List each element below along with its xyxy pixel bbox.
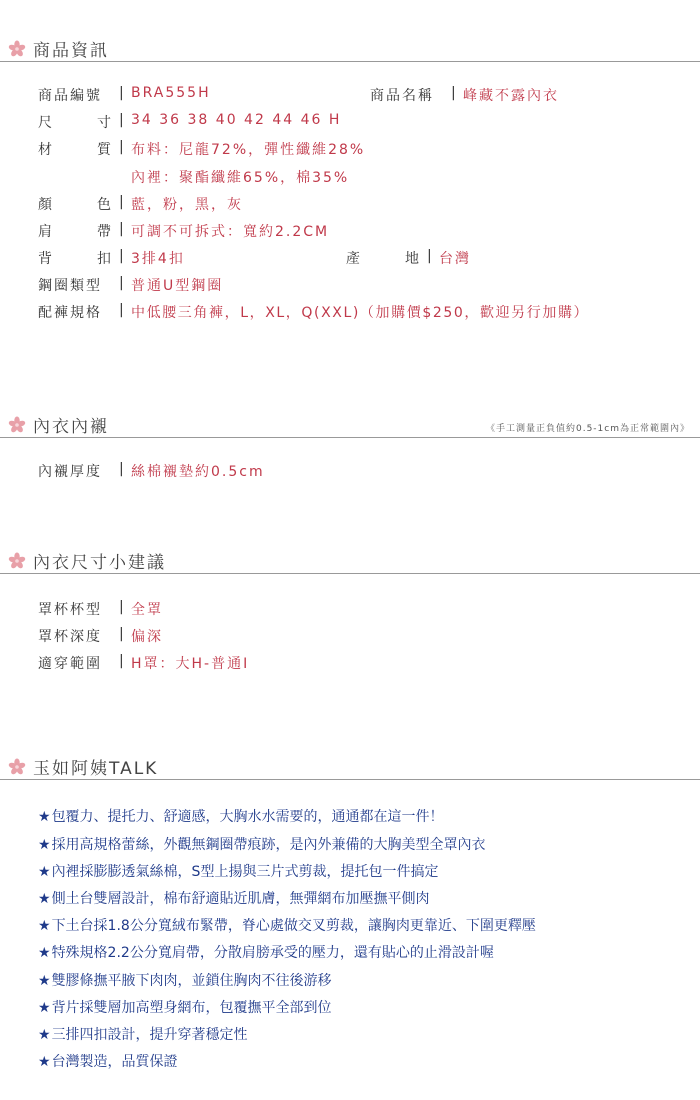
- cup-type-label: 罩杯杯型: [38, 602, 102, 618]
- section-divider: [0, 779, 700, 780]
- star-icon: ★: [38, 1054, 51, 1070]
- strap-value: 可調不可拆式：寬約2.2CM: [131, 224, 330, 240]
- separator: |: [119, 653, 126, 669]
- panty-value: 中低腰三角褲，L，XL，Q(XXL)（加購價$250，歡迎另行加購）: [131, 305, 590, 321]
- panty-label: 配褲規格: [38, 305, 102, 321]
- section-title: 內衣內襯: [33, 417, 109, 437]
- talk-item: [38, 1024, 248, 1044]
- separator: |: [119, 626, 126, 642]
- talk-text: 包覆力、提托力、舒適感，大胸水水需要的，通通都在這一件！: [51, 809, 444, 825]
- talk-text: 下土台採1.8公分寬絨布緊帶，脊心處做交叉剪裁，讓胸肉更靠近、下圍更釋壓: [51, 918, 536, 934]
- star-icon: ★: [38, 973, 51, 989]
- section-header-product-info: [0, 33, 700, 63]
- talk-text: 特殊規格2.2公分寬肩帶，分散肩膀承受的壓力，還有貼心的止滑設計喔: [51, 945, 494, 961]
- talk-text: 內裡採膨膨透氣絲棉，S型上揚與三片式剪裁，提托包一件搞定: [51, 864, 439, 880]
- fit-value: H罩：大H-普通I: [131, 656, 250, 672]
- talk-text: 三排四扣設計，提升穿著穩定性: [51, 1027, 248, 1043]
- cup-type-value: 全罩: [131, 602, 163, 618]
- separator: |: [427, 248, 434, 264]
- separator: |: [119, 221, 126, 237]
- section-divider: [0, 61, 700, 62]
- color-value: 藍，粉，黑，灰: [131, 197, 243, 213]
- separator: |: [119, 112, 126, 128]
- talk-text: 雙膠條撫平腋下肉肉，並鎖住胸肉不往後游移: [51, 973, 332, 989]
- separator: |: [119, 599, 126, 615]
- talk-item: [38, 806, 444, 826]
- thickness-label: 內襯厚度: [38, 464, 102, 480]
- section-header-talk: [0, 751, 700, 781]
- separator: |: [119, 85, 126, 101]
- star-icon: ★: [38, 837, 51, 853]
- separator: |: [119, 139, 126, 155]
- separator: |: [451, 85, 458, 101]
- separator: |: [119, 275, 126, 291]
- name-label: 商品名稱: [370, 88, 434, 104]
- talk-text: 背片採雙層加高塑身網布，包覆撫平全部到位: [51, 1000, 332, 1016]
- fit-label: 適穿範圍: [38, 656, 102, 672]
- talk-item: [38, 1051, 178, 1071]
- material-label: 材 質: [38, 142, 111, 158]
- section-header-size-advice: [0, 545, 700, 575]
- code-label: 商品編號: [38, 88, 102, 104]
- cup-depth-value: 偏深: [131, 629, 163, 645]
- strap-label: 肩 帶: [38, 224, 111, 240]
- star-icon: ★: [38, 918, 51, 934]
- star-icon: ★: [38, 1027, 51, 1043]
- origin-label: 產 地: [346, 251, 419, 267]
- measurement-note: 《手工測量正負值約0.5-1cm為正常範圍內》: [485, 424, 690, 434]
- section-header-lining: [0, 409, 700, 439]
- code-value: BRA555H: [131, 85, 211, 101]
- wire-value: 普通U型鋼圈: [131, 278, 224, 294]
- size-label: 尺 寸: [38, 115, 111, 131]
- talk-item: [38, 942, 494, 962]
- separator: |: [119, 302, 126, 318]
- talk-text: 台灣製造，品質保證: [51, 1054, 178, 1070]
- talk-item: [38, 997, 332, 1017]
- section-title: 內衣尺寸小建議: [33, 553, 166, 573]
- star-icon: ★: [38, 891, 51, 907]
- hook-value: 3排4扣: [131, 251, 185, 267]
- star-icon: ★: [38, 809, 51, 825]
- material-value-2: 內裡：聚酯纖維65%，棉35%: [131, 170, 350, 186]
- talk-item: [38, 915, 536, 935]
- star-icon: ★: [38, 945, 51, 961]
- section-title: 商品資訊: [33, 41, 109, 61]
- separator: |: [119, 461, 126, 477]
- talk-item: [38, 861, 438, 881]
- wire-label: 鋼圈類型: [38, 278, 102, 294]
- flower-icon: [8, 416, 26, 434]
- cup-depth-label: 罩杯深度: [38, 629, 102, 645]
- star-icon: ★: [38, 1000, 51, 1016]
- separator: |: [119, 248, 126, 264]
- thickness-value: 絲棉襯墊約0.5cm: [131, 464, 265, 480]
- talk-item: [38, 834, 486, 854]
- origin-value: 台灣: [439, 251, 471, 267]
- flower-icon: [8, 758, 26, 776]
- hook-label: 背 扣: [38, 251, 111, 267]
- star-icon: ★: [38, 864, 51, 880]
- name-value: 峰藏不露內衣: [463, 88, 559, 104]
- flower-icon: [8, 40, 26, 58]
- talk-text: 側土台雙層設計，棉布舒適貼近肌膚，無彈網布加壓撫平側肉: [51, 891, 430, 907]
- separator: |: [119, 194, 126, 210]
- material-value-1: 布料：尼龍72%，彈性纖維28%: [131, 142, 366, 158]
- section-title: 玉如阿姨TALK: [33, 759, 159, 779]
- talk-item: [38, 970, 332, 990]
- color-label: 顏 色: [38, 197, 111, 213]
- size-value: 34 36 38 40 42 44 46 H: [131, 112, 342, 128]
- talk-text: 採用高規格蕾絲，外觀無鋼圈帶痕跡，是內外兼備的大胸美型全罩內衣: [51, 837, 486, 853]
- flower-icon: [8, 552, 26, 570]
- section-divider: [0, 573, 700, 574]
- section-divider: [0, 437, 700, 438]
- talk-item: [38, 888, 430, 908]
